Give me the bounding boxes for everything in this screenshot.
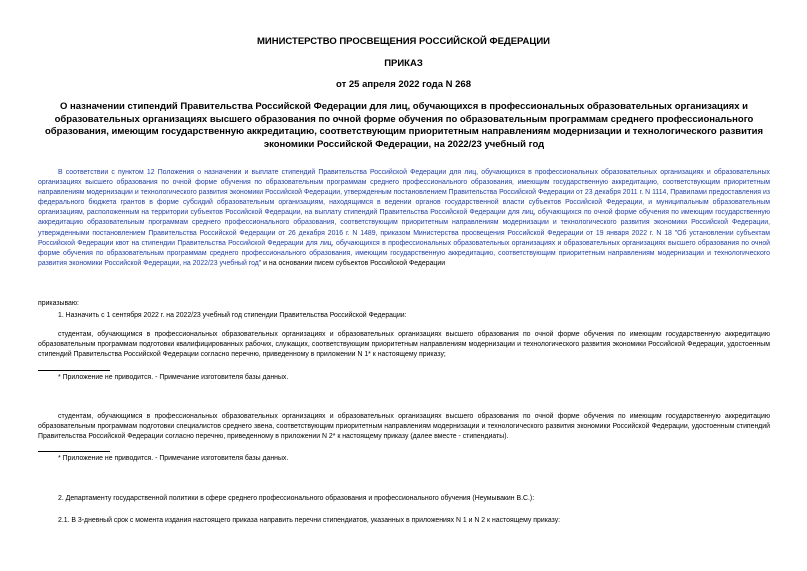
item-1-a: студентам, обучающимся в профессиональных образовательных организациях и образовательных организациях высшего образования по очной форме обучения по имеющим государственную аккредитацию образовательным программам подготовки квалифицированных рабочих, служащих, соответствующим приоритетным направлениям модернизации и технологического развития экономики Российской Федерации, удостоенным стипендий Правительства Российской Федерации согласно перечню, приведенному в приложении N 1* к настоящему приказу; (38, 331, 770, 359)
ministry-heading: МИНИСТЕРСТВО ПРОСВЕЩЕНИЯ РОССИЙСКОЙ ФЕДЕРАЦИИ (256, 36, 551, 47)
item-2: 2. Департаменту государственной политики в сфере среднего профессионального образования и профессионального обучения (Неумывакин В.С.): (58, 495, 535, 502)
footnote-divider (38, 451, 110, 452)
footnote-1: * Приложение не приводится. - Примечание изготовителя базы данных. (58, 374, 289, 381)
order-title: О назначении стипендий Правительства Российской Федерации для лиц, обучающихся в профессиональных образовательных организациях и образовательных организациях высшего образования по очной форме обучения по образовательным программам среднего профессионального образования, имеющим государственную аккредитацию, соответствующим приоритетным направлениям модернизации и технологического развития экономики Российской Федерации, на 2022/23 учебный год (44, 101, 764, 150)
footnote-2: * Приложение не приводится. - Примечание изготовителя базы данных. (58, 455, 289, 462)
item-1-b: студентам, обучающимся в профессиональных образовательных организациях и образовательных организациях высшего образования по очной форме обучения по имеющим государственную аккредитацию образовательным программам подготовки специалистов среднего звена, соответствующим приоритетным направлениям модернизации и технологического развития экономики Российской Федерации, удостоенным стипендий Правительства Российской Федерации согласно перечню, приведенному в приложении N 2* к настоящему приказу (далее вместе - стипендиаты). (38, 413, 770, 441)
order-date-number: от 25 апреля 2022 года N 268 (336, 79, 471, 90)
document-type: ПРИКАЗ (384, 58, 423, 69)
preamble-linked-text[interactable]: В соответствии с пунктом 12 Положения о назначении и выплате стипендий Правительства Российской Федерации для лиц, обучающихся в профессиональных образовательных организациях и образовательных организациях высшего образования по очной форме обучения по образовательным программам среднего профессионального образования, имеющим государственную аккредитацию, соответствующим приоритетным направлениям модернизации и технологического развития экономики Российской Федерации, утвержденным постановлением Правительства Российской Федерации от 23 декабря 2011 г. N 1114, Правилами предоставления из федерального бюджета грантов в форме субсидий образовательным организациям, находящимся в ведении органов государственной власти субъектов Российской Федерации, и муниципальным образовательным организациям, расположенным на территории субъектов Российской Федерации, на выплату стипендий Правительства Российской Федерации для лиц, обучающихся по очной форме обучения по имеющим государственную аккредитацию образовательным программам среднего профессионального образования, соответствующим приоритетным направлениям модернизации и технологического развития экономики Российской Федерации, утвержденными постановлением Правительства Российской Федерации от 26 декабря 2016 г. N 1489, приказом Министерства просвещения Российской Федерации от 19 января 2022 г. N 18 "Об установлении субъектам Российской Федерации квот на стипендии Правительства Российской Федерации для лиц, обучающихся в профессиональных образовательных организациях и образовательных организациях высшего образования по очной форме обучения по образовательным программам среднего профессионального образования, имеющим государственную аккредитацию, соответствующим приоритетным направлениям модернизации и технологического развития экономики Российской Федерации, на 2022/23 учебный год" (38, 169, 770, 267)
item-1: 1. Назначить с 1 сентября 2022 г. на 2022/23 учебный год стипендии Правительства Российской Федерации: (58, 312, 407, 319)
order-word: приказываю: (38, 300, 79, 307)
preamble-plain-tail: и на основании писем субъектов Российской Федерации (261, 259, 446, 267)
item-2-1: 2.1. В 3-дневный срок с момента издания настоящего приказа направить перечни стипендиатов, указанных в приложениях N 1 и N 2 к настоящему приказу: (58, 517, 561, 524)
footnote-divider (38, 370, 110, 371)
preamble-paragraph (38, 168, 770, 269)
